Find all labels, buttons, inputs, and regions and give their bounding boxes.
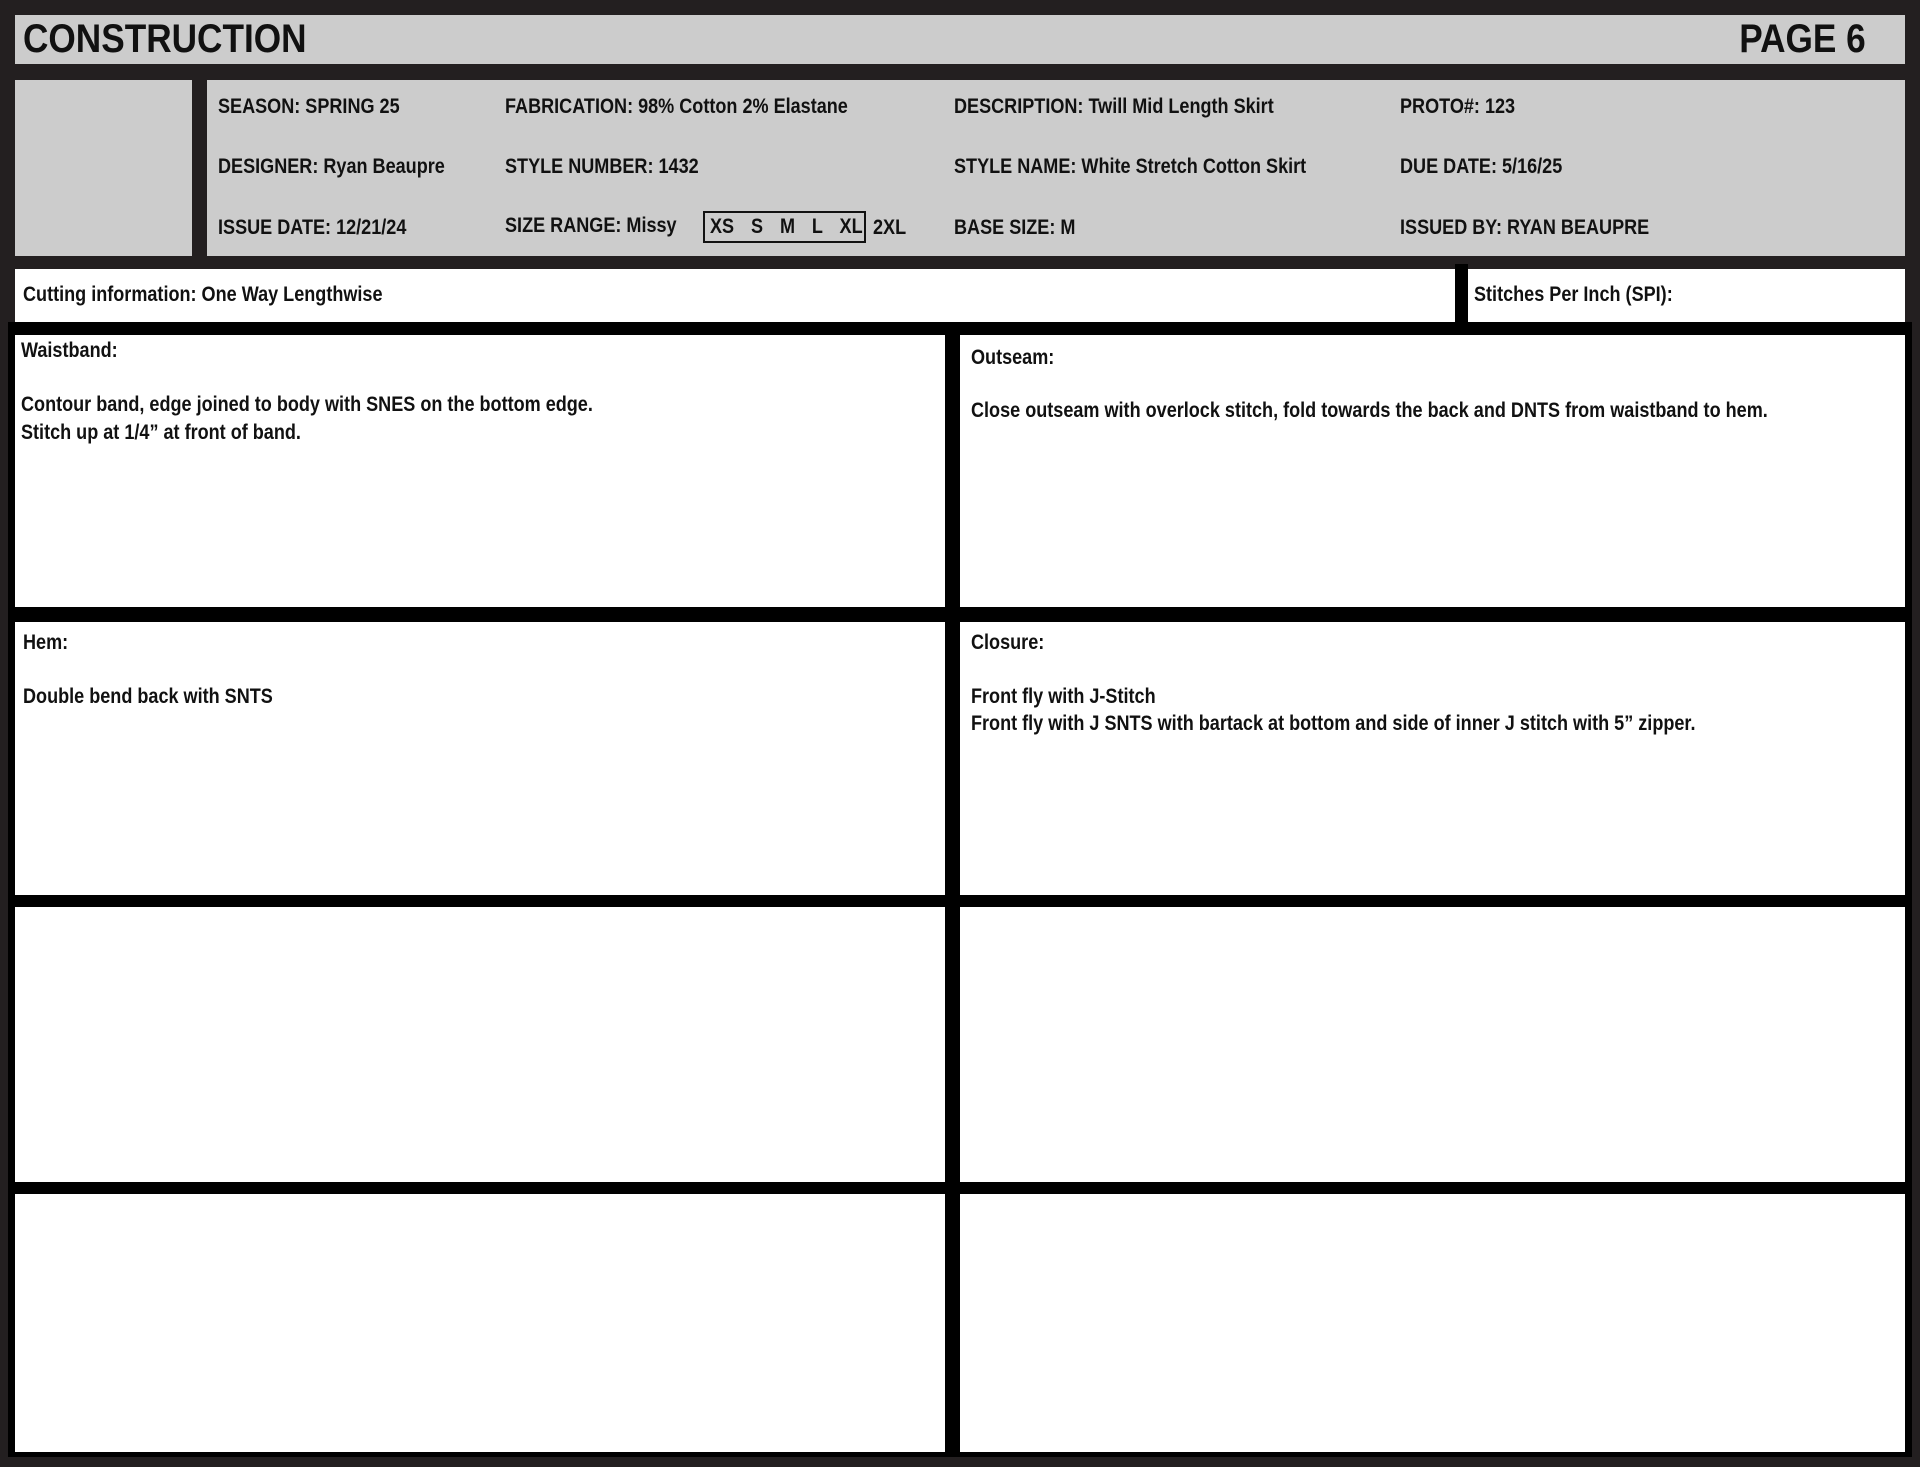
hem-line: Double bend back with SNTS [23, 685, 273, 708]
designer: DESIGNER: Ryan Beaupre [218, 155, 445, 178]
description: DESCRIPTION: Twill Mid Length Skirt [954, 95, 1274, 118]
size-range: SIZE RANGE: Missy [505, 214, 677, 237]
panel-outseam [960, 335, 1905, 607]
panel-waistband [15, 335, 945, 607]
cutting-info: Cutting information: One Way Lengthwise [23, 283, 383, 306]
size-range-sizes: XS S M L XL [710, 215, 863, 238]
waistband-line: Stitch up at 1/4” at front of band. [21, 421, 301, 444]
panel-closure [960, 622, 1905, 895]
spi-box [1468, 269, 1905, 322]
season: SEASON: SPRING 25 [218, 95, 400, 118]
image-placeholder-box [15, 80, 192, 256]
waistband-title: Waistband: [21, 339, 118, 362]
panel-empty [15, 1194, 945, 1452]
size-range-extra: 2XL [873, 216, 907, 239]
panel-empty [960, 907, 1905, 1182]
due-date: DUE DATE: 5/16/25 [1400, 155, 1563, 178]
info-panel [207, 80, 1905, 256]
style-number: STYLE NUMBER: 1432 [505, 155, 699, 178]
cutting-info-box [15, 269, 1455, 322]
panel-hem [15, 622, 945, 895]
closure-title: Closure: [971, 631, 1045, 654]
fabrication: FABRICATION: 98% Cotton 2% Elastane [505, 95, 848, 118]
base-size: BASE SIZE: M [954, 216, 1076, 239]
style-name: STYLE NAME: White Stretch Cotton Skirt [954, 155, 1307, 178]
title-bar [15, 15, 1905, 64]
page-number: PAGE 6 [1739, 17, 1866, 61]
panel-empty [960, 1194, 1905, 1452]
waistband-line: Contour band, edge joined to body with SNES on the bottom edge. [21, 393, 593, 416]
spi-label: Stitches Per Inch (SPI): [1474, 283, 1673, 306]
outseam-line: Close outseam with overlock stitch, fold towards the back and DNTS from waistband to hem. [971, 399, 1768, 422]
cutting-divider [1455, 264, 1468, 324]
closure-line: Front fly with J SNTS with bartack at bottom and side of inner J stitch with 5” zipper. [971, 712, 1696, 735]
closure-line: Front fly with J-Stitch [971, 685, 1156, 708]
issue-date: ISSUE DATE: 12/21/24 [218, 216, 407, 239]
panel-empty [15, 907, 945, 1182]
issued-by: ISSUED BY: RYAN BEAUPRE [1400, 216, 1650, 239]
page-title: CONSTRUCTION [23, 17, 307, 61]
hem-title: Hem: [23, 631, 69, 654]
proto-number: PROTO#: 123 [1400, 95, 1516, 118]
outseam-title: Outseam: [971, 346, 1055, 369]
